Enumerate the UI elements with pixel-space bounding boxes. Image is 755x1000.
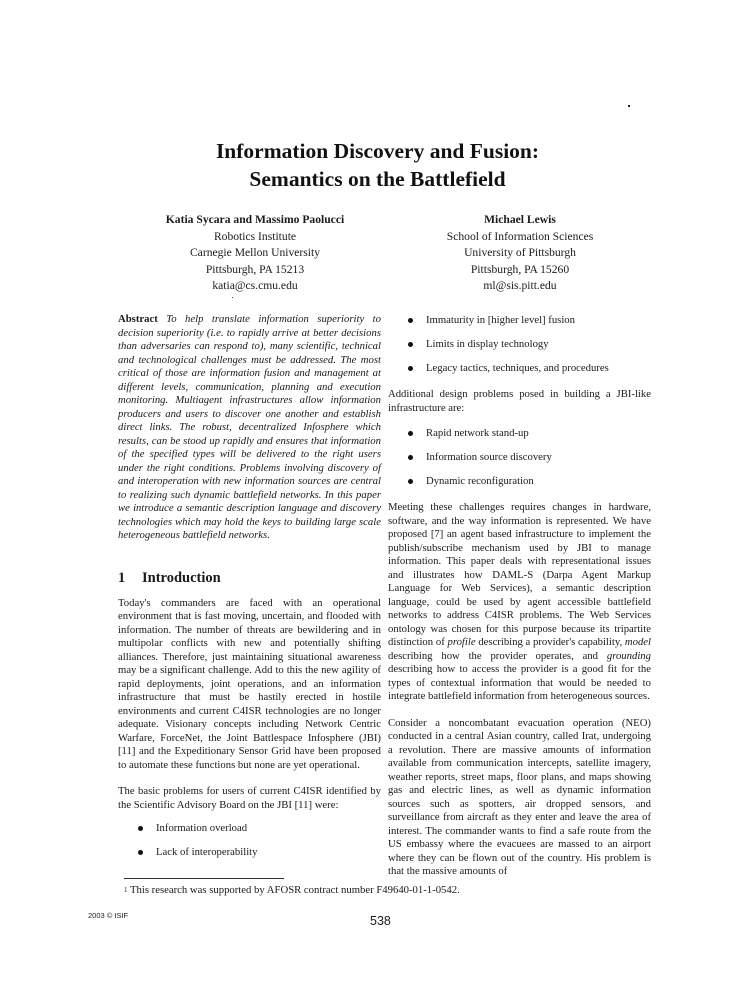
scan-speck	[232, 297, 233, 298]
problem-list	[118, 822, 381, 870]
section-number: 1	[118, 569, 126, 586]
section-heading-introduction	[118, 569, 381, 587]
bullet-icon	[408, 431, 413, 436]
author-institute: School of Information Sciences	[446, 229, 594, 243]
paper-title	[0, 137, 755, 193]
page-number: 538	[370, 914, 391, 928]
footnote	[124, 884, 460, 897]
section-title: Introduction	[142, 569, 221, 586]
list-item	[388, 427, 651, 451]
list-item	[388, 475, 651, 499]
list-item-text: Immaturity in [higher level] fusion	[426, 314, 575, 326]
title-line-2: Semantics on the Battlefield	[249, 167, 506, 191]
bullet-icon	[138, 826, 143, 831]
list-item-text: Limits in display technology	[426, 338, 549, 350]
text-run: describing how to access the provider is a good fit for the types of contextual information that would be needed to integrate battlefield information from heterogeneous sources.	[388, 663, 651, 702]
bullet-icon	[138, 850, 143, 855]
intro-paragraph-1: Today's commanders are faced with an operational environment that is fast moving, uncertain, and flooded with information. The number of threats are bewildering and in multipolar conflicts with new and potentially shifting alliances. Therefore, just maintaining situational awareness may be a significant challenge. Add to this the new agility of rapid deployments, joint operations, and an information infrastructure that must be hastily erected in hostile environments and current C4ISR technologies are no longer adequate. Visionary concepts including Network Centric Warfare, ForceNet, the Joint Battlespace Infosphere (JBI) [11] and the Expeditionary Sensor Grid have been proposed to automate these functions but none are yet operational.	[118, 596, 381, 771]
bullet-icon	[408, 366, 413, 371]
scan-speck	[628, 105, 630, 107]
intro-paragraph-3: Additional design problems posed in building a JBI-like infrastructure are:	[388, 388, 651, 414]
abstract	[118, 313, 381, 543]
intro-paragraph-2: The basic problems for users of current C4ISR identified by the Scientific Advisory Board on the JBI [11] were:	[118, 785, 381, 811]
author-address: Pittsburgh, PA 15213	[205, 262, 305, 276]
abstract-text: To help translate information superiority to decision superiority (i.e. to rapidly arrive at better decisions than adversaries can respond to), many scientific, technical and technological challenges must be addressed. The most critical of those are information fusion and management at different levels, communication, planning and execution monitoring. Multiagent infrastructures allow information producers and users to discover one another and establish direct links. The robust, decentralized Infosphere which results, can be stood up rapidly and ensures that information of the specified types will be delivered to the right users under the right conditions. Problems involving discovery of and interoperation with new information sources are central to realizing such dynamic battlefield networks. In this paper we introduce a semantic description language and discovery technologies which may hold the keys to building large scale heterogeneous battlefield networks.	[118, 313, 381, 541]
author-email[interactable]: katia@cs.cmu.edu	[212, 279, 298, 292]
author-block-cmu	[130, 212, 380, 295]
term-model: model	[624, 636, 652, 648]
author-university: Carnegie Mellon University	[189, 246, 321, 259]
text-run: describing how the provider operates, and	[388, 649, 607, 662]
author-names: Katia Sycara and Massimo Paolucci	[165, 213, 345, 226]
right-column	[388, 314, 651, 879]
footnote-divider	[124, 878, 284, 879]
list-item	[388, 338, 651, 362]
list-item	[388, 451, 651, 475]
list-item	[388, 314, 651, 338]
left-column	[118, 313, 381, 870]
list-item-text: Information source discovery	[426, 451, 552, 463]
list-item	[118, 846, 381, 870]
list-item-text: Legacy tactics, techniques, and procedures	[426, 362, 609, 374]
bullet-icon	[408, 318, 413, 323]
author-block-pitt	[420, 212, 620, 295]
title-line-1: Information Discovery and Fusion:	[215, 139, 540, 163]
bullet-icon	[408, 455, 413, 460]
author-address: Pittsburgh, PA 15260	[470, 262, 570, 276]
list-item	[388, 362, 651, 386]
list-item	[118, 822, 381, 846]
bullet-icon	[408, 479, 413, 484]
term-profile: profile	[447, 636, 476, 648]
author-institute: Robotics Institute	[213, 229, 297, 243]
design-problem-list	[388, 427, 651, 499]
intro-paragraph-5: Consider a noncombatant evacuation operation (NEO) conducted in a central Asian country, called Irat, undergoing a revolution. There are massive amounts of information available from communication intercepts, satellite imagery, weather reports, street maps, floor plans, and maps showing gas and electric lines, as well as dynamic information sources such as spotters, air dropped sensors, and surveillance from aircraft as they enter and leave the area of interest. The commander wants to find a safe route from the US embassy where the evacuees are massed to an airport where they can be flown out of the country. His problem is that the massive amounts of	[388, 716, 651, 877]
author-names: Michael Lewis	[484, 213, 556, 226]
bullet-icon	[408, 342, 413, 347]
footnote-text: This research was supported by AFOSR contract number F49640-01-1-0542.	[129, 884, 460, 896]
list-item-text: Dynamic reconfiguration	[426, 475, 534, 487]
author-university: University of Pittsburgh	[464, 246, 576, 259]
list-item-text: Lack of interoperability	[156, 846, 258, 858]
term-grounding: grounding	[606, 649, 651, 662]
author-email[interactable]: ml@sis.pitt.edu	[483, 279, 557, 292]
list-item-text: Rapid network stand-up	[426, 427, 529, 439]
footnote-mark: 1	[124, 886, 128, 894]
abstract-label: Abstract	[118, 313, 158, 325]
intro-paragraph-4	[388, 501, 651, 704]
copyright: 2003 © ISIF	[88, 911, 129, 920]
problem-list-continued	[388, 314, 651, 386]
text-run: Meeting these challenges requires changes in hardware, software, and the way information is represented. We have proposed [7] an agent based infrastructure to implement the publish/subscribe mechanism used by JBI to manage information. This paper deals with representational issues and illustrates how DAML-S (Darpa Agent Markup Language for Web Services), a semantic description language, could be used by agent accessible battlefield networks to address C4ISR problems. The Web Services ontology was chosen for this purpose because its tripartite distinction of	[388, 501, 651, 648]
list-item-text: Information overload	[156, 822, 248, 834]
text-run: describing a provider's capability,	[475, 636, 625, 648]
